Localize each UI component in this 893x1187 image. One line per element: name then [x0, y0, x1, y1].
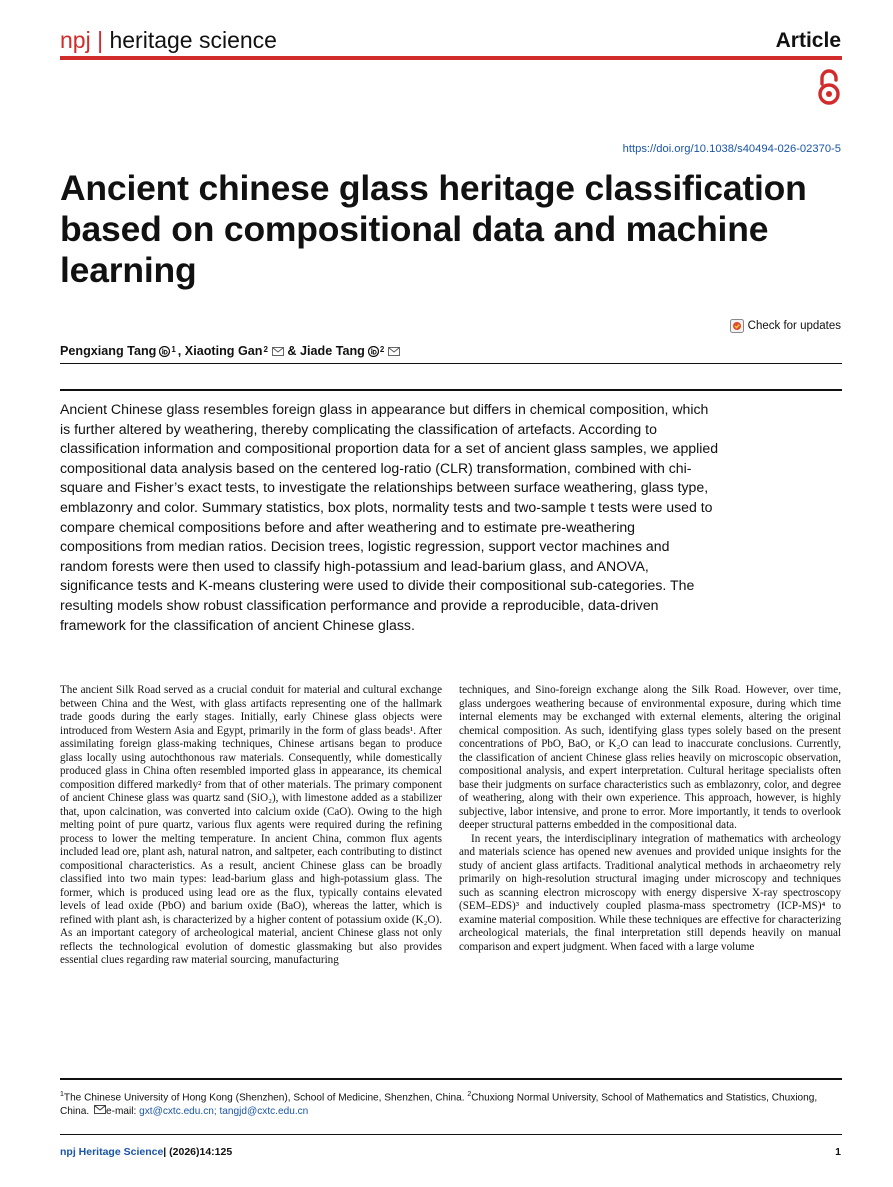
author-separator: & — [283, 344, 301, 358]
email-label: e-mail: — [106, 1106, 137, 1118]
affiliation-footnote — [60, 1088, 842, 1119]
email-addresses[interactable]: gxt@cxtc.edu.cn; tangjd@cxtc.edu.cn — [139, 1106, 309, 1118]
journal-npj: npj — [60, 27, 91, 53]
divider-footnote — [60, 1078, 842, 1080]
check-updates-label: Check for updates — [747, 320, 841, 332]
author-affiliation-mark: 2 — [379, 344, 385, 354]
body-column-right — [459, 684, 841, 954]
email-icon — [94, 1105, 106, 1114]
aff2-mark: 2 — [467, 1091, 472, 1098]
footer-journal — [60, 1146, 232, 1158]
footer-journal-name[interactable]: npj Heritage Science — [60, 1146, 164, 1158]
body-paragraph: In recent years, the interdisciplinary integration of mathematics with archeology and materials science has opened new avenues and provided unique insights for the study of ancient glass artifacts. Traditional analytical methods in archaeometry rely primarily on high-resolution structural imaging under microscopy and techniques such as scanning electron microscopy with energy dispersive X-ray spectroscopy (SEM–EDS)³ and inductively coupled plasma-mass spectrometry (ICP-MS)⁴ to examine material composition. While these techniques are effective for characterizing archeological materials, the final interpretation still depends heavily on manual comparison and expert judgment. When faced with a large volume — [459, 832, 841, 953]
email-icon[interactable] — [272, 347, 284, 356]
check-updates-icon — [730, 319, 744, 333]
author-name[interactable]: Xiaoting Gan — [184, 344, 263, 358]
author-list — [60, 344, 400, 358]
divider-footer — [60, 1134, 842, 1135]
author-separator: , — [177, 344, 185, 358]
abstract: Ancient Chinese glass resembles foreign glass in appearance but differs in chemical composition, which is further altered by weathering, thereby complicating the classification of artefacts. According to classification information and compositional proportion data for a set of ancient glass samples, we applied compositional data analysis based on the centered log-ratio (CLR) transformation, combined with chi-square and Fisher’s exact tests, to investigate the relationships between surface weathering, glass type, emblazonry and color. Summary statistics, box plots, normality tests and two-sample t tests were used to compare chemical compositions before and after weathering and to estimate pre-weathering compositions from median ratios. Decision trees, logistic regression, support vector machines and random forests were then used to classify high-potassium and lead-barium glass, and ANOVA, significance tests and K-means clustering were used to divide their compositional sub-categories. The resulting models show robust classification performance and provide a reproducible, data-driven framework for the classification of ancient Chinese glass. — [60, 401, 719, 633]
divider-top — [60, 363, 842, 364]
body-paragraph: The ancient Silk Road served as a crucial conduit for material and cultural exchange between China and the West, with glass artifacts representing one of the hallmark trade goods during the early stages. Initially, early Chinese glass objects were introduced from Western Asia and Egypt, primarily in the form of glass beads¹. After assimilating foreign glass-making techniques, Chinese artisans began to produce glass locally using autochthonous raw materials. Consequently, while domestically produced glass in China often resembled imported glass in appearance, its chemical composition differed markedly² from that of other materials. The primary component of ancient Chinese glass was quartz sand (SiO₂), with limestone added as a stabilizer that, upon calcination, was converted into calcium oxide (CaO). Owing to the high melting point of pure quartz, various flux agents were required during the refining process to lower the melting temperature. In ancient China, common flux agents included lead ore, plant ash, natural natron, and saltpeter, each contributing to distinct compositional characteristics. As a result, ancient Chinese glass can be broadly classified into two main types: lead-barium glass and high-potassium glass. The former, which is produced using lead ore as the flux, typically contains elevated levels of lead oxide (PbO) and barium oxide (BaO), whereas the latter, which is refined with plant ash, is characterized by a higher content of potassium oxide (K₂O). As an important category of archeological material, ancient Chinese glass not only reflects the technological evolution of domestic glassmaking but also provides essential clues regarding raw material sourcing, manufacturing — [60, 684, 442, 966]
orcid-icon[interactable] — [159, 346, 170, 357]
check-updates-button[interactable] — [730, 319, 841, 333]
header-rule — [60, 56, 842, 60]
email-icon[interactable] — [388, 347, 400, 356]
journal-name: heritage science — [109, 27, 277, 53]
affiliation-1: The Chinese University of Hong Kong (Shenzhen), School of Medicine, Shenzhen, China. — [63, 1092, 465, 1104]
article-type-label: Article — [775, 29, 841, 52]
body-paragraph: techniques, and Sino-foreign exchange along the Silk Road. However, over time, glass undergoes weathering because of environmental exposure, during which time internal elements may be exchanged with external elements, altering the original chemical composition. As such, identifying glass types solely based on the present concentrations of PbO, BaO, or K₂O can lead to inaccurate conclusions. Currently, the classification of ancient Chinese glass relies heavily on microscopic observation, compositional analysis, and expert interpretation. Cultural heritage specialists often base their judgments on surface characteristics such as emblazonry, color, and degree of weathering, along with their own experience. This approach, however, is highly subjective, labor intensive, and prone to error. More importantly, it tends to overlook deeper structural patterns embedded in the compositional data. — [459, 684, 841, 831]
body-column-left — [60, 684, 442, 968]
author-affiliation-mark: 1 — [171, 344, 176, 354]
article-title: Ancient chinese glass heritage classification based on compositional data and machine learning — [60, 168, 807, 290]
divider-abstract — [60, 389, 842, 391]
affiliation-2: Chuxiong Normal University, School of Mathematics and Statistics, Chuxiong, China. — [60, 1092, 818, 1118]
aff1-mark: 1 — [60, 1091, 64, 1098]
journal-masthead — [60, 26, 277, 54]
footer-citation: | (2026)14:125 — [163, 1146, 233, 1158]
author-name[interactable]: Pengxiang Tang — [60, 344, 157, 358]
page-number: 1 — [835, 1146, 841, 1158]
author-name[interactable]: Jiade Tang — [300, 344, 365, 358]
journal-separator: | — [97, 27, 104, 53]
open-access-icon — [814, 68, 844, 106]
doi-link[interactable]: https://doi.org/10.1038/s40494-026-02370-5 — [622, 143, 841, 155]
author-affiliation-mark: 2 — [263, 344, 268, 354]
orcid-icon[interactable] — [368, 346, 379, 357]
